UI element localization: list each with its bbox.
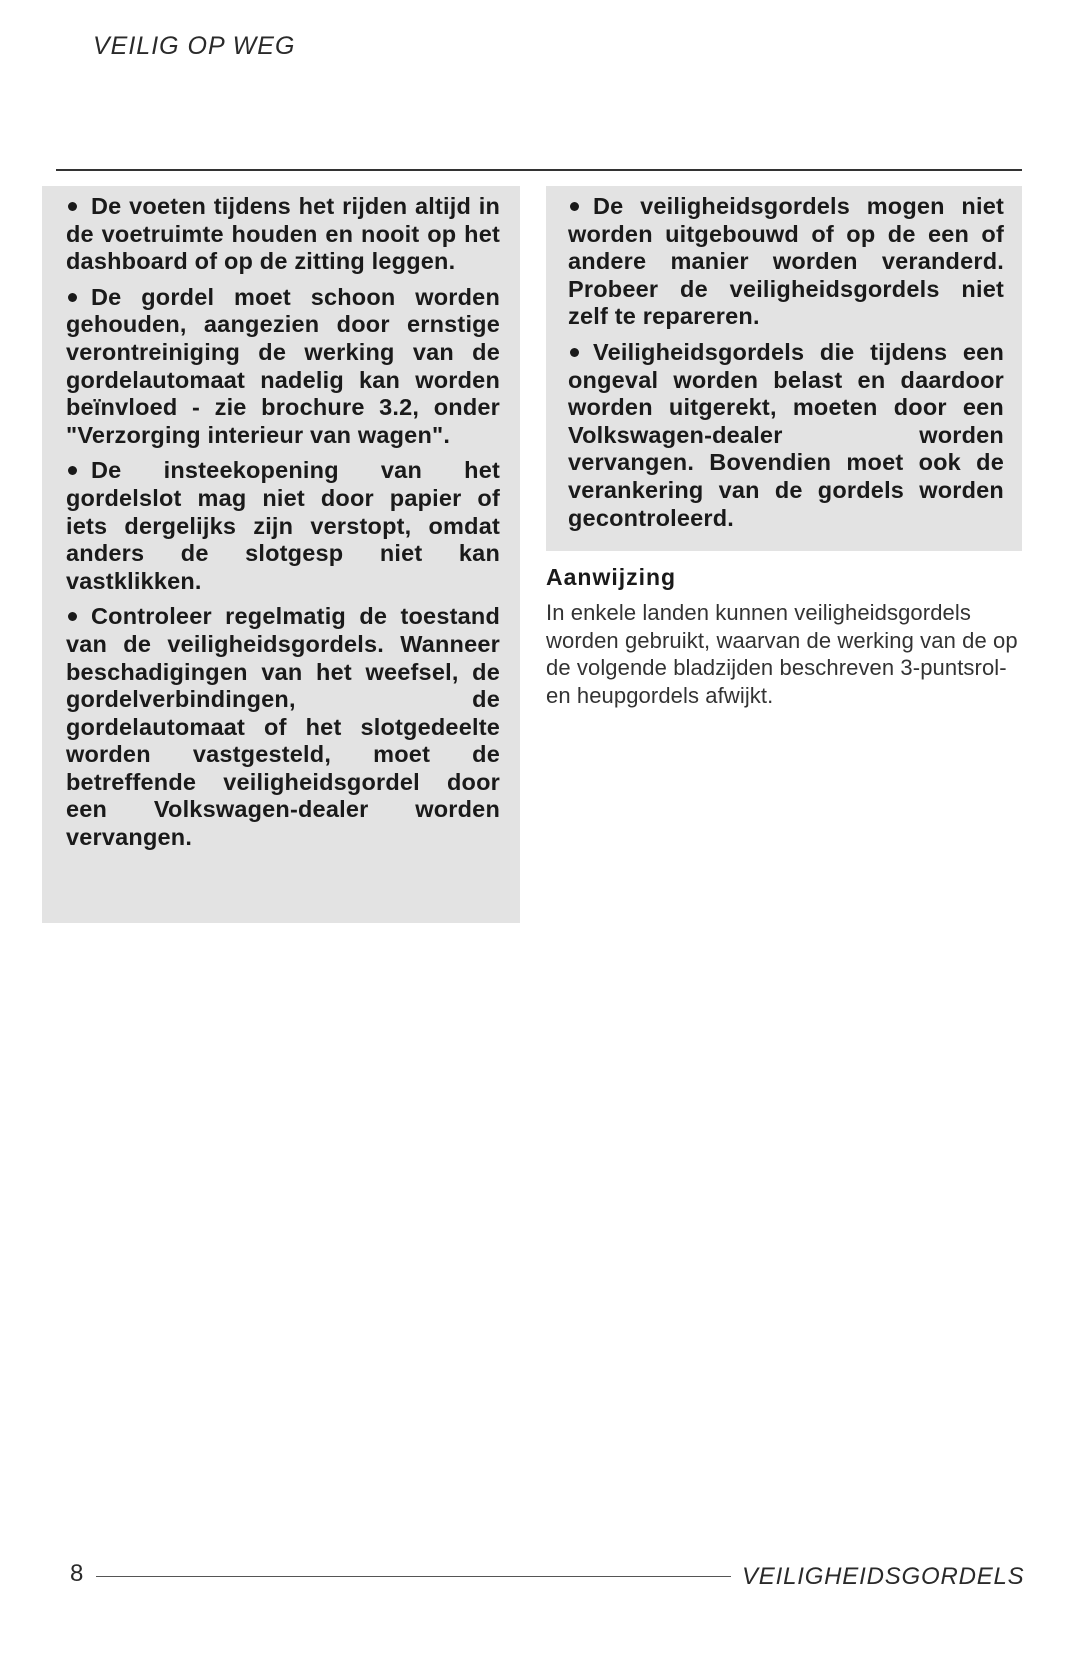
page-number: 8 <box>70 1560 84 1587</box>
warning-item <box>568 193 1004 331</box>
warning-item-text: De insteekopening van het gordelslot mag niet door papier of iets dergelijks zijn verstopt, omdat anders de slotgesp niet kan vastklikken. <box>66 457 500 594</box>
warning-item <box>66 193 500 276</box>
bullet-icon <box>68 466 77 475</box>
bullet-icon <box>68 293 77 302</box>
bullet-icon <box>68 612 77 621</box>
top-divider <box>56 169 1022 171</box>
warning-item <box>66 603 500 851</box>
warning-item-text: Veiligheidsgordels die tijdens een ongeval worden belast en daardoor worden uitgerekt, moeten door een Volkswagen-dealer worden vervangen. Bovendien moet ook de verankering van de gordels worden gecontroleerd. <box>568 338 1004 531</box>
warning-item <box>568 339 1004 532</box>
header-title: VEILIG OP WEG <box>93 32 296 60</box>
warning-item <box>66 457 500 595</box>
footer-section-title: VEILIGHEIDSGORDELS <box>742 1563 1025 1590</box>
bullet-icon <box>68 202 77 211</box>
bullet-icon <box>570 202 579 211</box>
note-heading: Aanwijzing <box>546 564 677 590</box>
warning-item <box>66 284 500 450</box>
note-text: In enkele landen kunnen veiligheidsgordels worden gebruikt, waarvan de werking van de op de volgende bladzijden beschreven 3-puntsrol- en heupgordels afwijkt. <box>546 600 1018 708</box>
bullet-icon <box>570 348 579 357</box>
footer-divider <box>96 1576 731 1577</box>
warning-item-text: Controleer regelmatig de toestand van de veiligheidsgordels. Wanneer beschadigingen van het weefsel, de gordelverbindingen, de gordelautomaat of het slotgedeelte worden vastgesteld, moet de betreffende veiligheidsgordel door een Volkswagen-dealer worden vervangen. <box>66 603 500 851</box>
warning-box-left <box>42 186 520 923</box>
warning-item-text: De veiligheidsgordels mogen niet worden uitgebouwd of op de een of andere manier worden veranderd. Probeer de veiligheidsgordels niet zelf te repareren. <box>568 193 1004 330</box>
warning-item-text: De voeten tijdens het rijden altijd in de voetruimte houden en nooit op het dashboard of op de zitting leggen. <box>66 193 500 275</box>
warning-item-text: De gordel moet schoon worden gehouden, aangezien door ernstige verontreiniging de werking van de gordelautomaat nadelig kan worden beïnvloed - zie brochure 3.2, onder "Verzorging interieur van wagen". <box>66 283 500 448</box>
warning-box-right <box>546 186 1022 551</box>
